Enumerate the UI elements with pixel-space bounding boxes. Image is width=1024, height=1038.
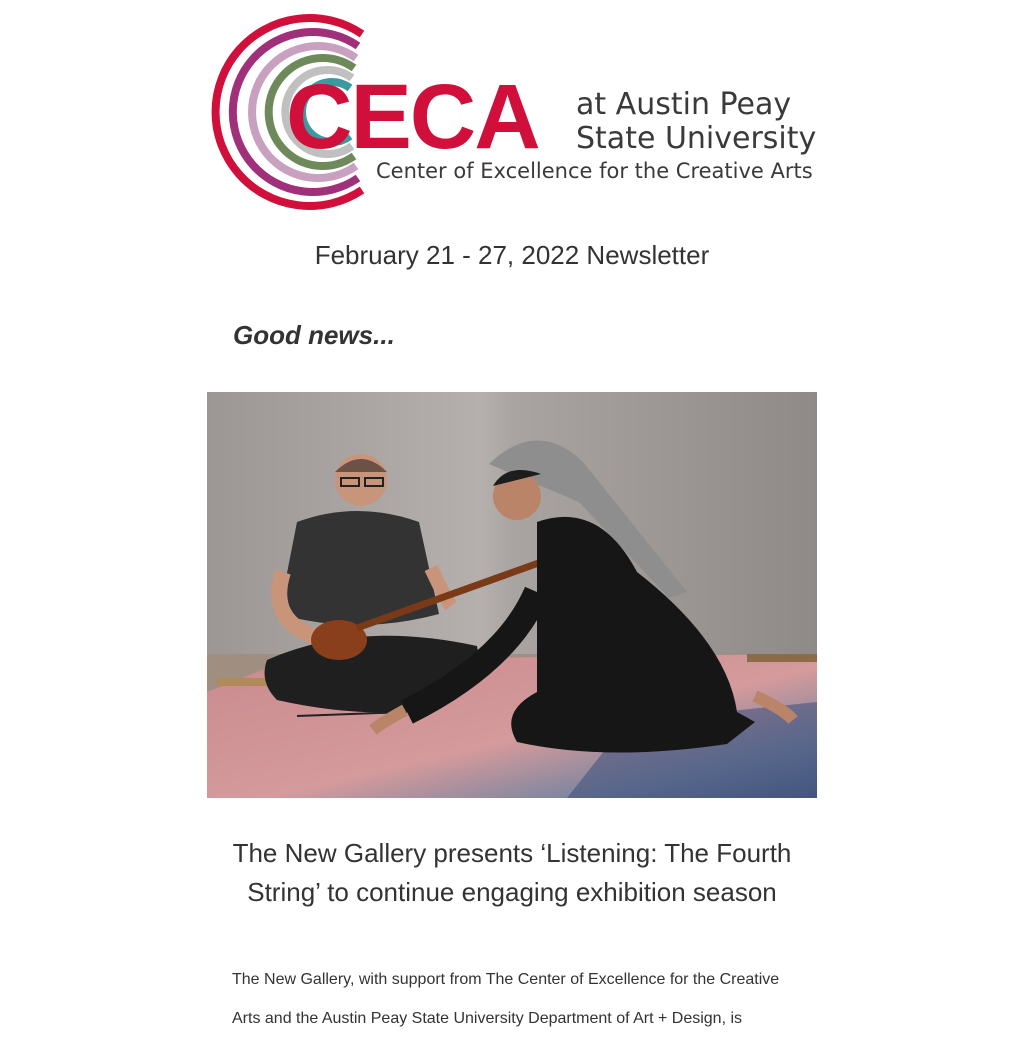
logo-line-1: at Austin Peay [576, 87, 792, 122]
newsletter-issue-title: February 21 - 27, 2022 Newsletter [314, 240, 710, 270]
article-title[interactable]: The New Gallery presents ‘Listening: The Fourth String’ to continue engaging exhibition season [232, 838, 792, 907]
article-photo[interactable] [207, 392, 817, 798]
section-heading: Good news... [233, 320, 395, 350]
logo-line-2: State University [576, 121, 817, 156]
article-body: The New Gallery, with support from The Center of Excellence for the Creative Arts and the Austin Peay State University Department of Art + Design, is [232, 971, 780, 1027]
ceca-logo[interactable] [190, 12, 850, 212]
photo-two-performers-icon [207, 392, 817, 798]
logo-tagline: Center of Excellence for the Creative Arts [376, 159, 813, 183]
logo-wordmark: CECA [286, 66, 539, 168]
